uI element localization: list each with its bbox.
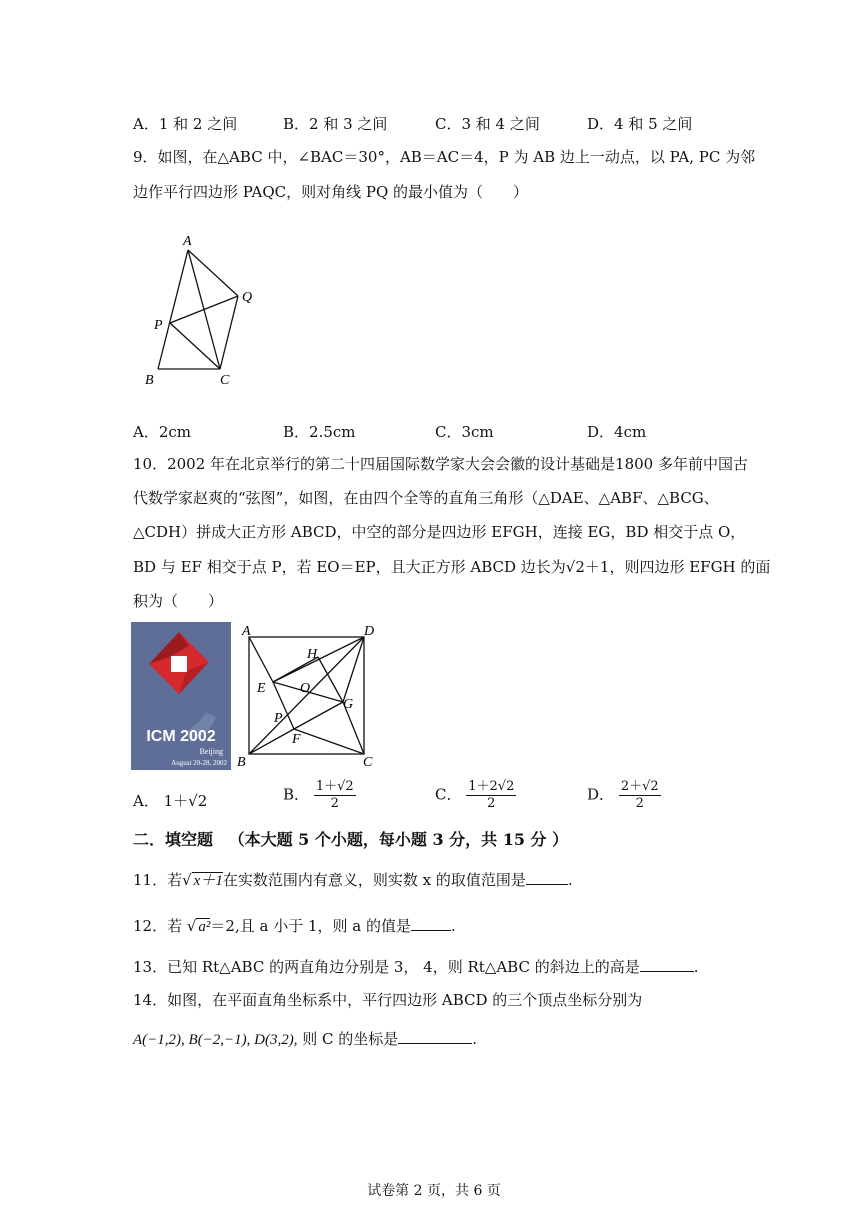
q13-text: 13．已知 Rt△ABC 的两直角边分别是 3， 4，则 Rt△ABC 的斜边上的高是	[133, 958, 640, 976]
page-footer: 试卷第 2 页，共 6 页	[367, 1183, 501, 1199]
q11-radical: √ x＋1	[182, 871, 223, 889]
q9-option-a: A．2cm	[133, 423, 192, 441]
q9-label-p: P	[154, 318, 163, 333]
icm-2002-logo	[131, 622, 231, 770]
q10-option-b-num: 1＋√2	[315, 779, 354, 794]
q10-option-c-fraction	[466, 779, 516, 812]
q13-answer-blank[interactable]	[640, 957, 694, 972]
logo-dates: August 20-28, 2002	[171, 759, 227, 767]
q12	[133, 914, 456, 939]
q12-answer-blank[interactable]	[411, 916, 451, 931]
q10-option-c-num: 1＋2√2	[468, 779, 515, 794]
q14-answer-blank[interactable]	[398, 1029, 472, 1044]
q13-end: .	[693, 958, 699, 976]
q10-text-line4: BD 与 EF 相交于点 P，若 EO＝EP，且大正方形 ABCD 边长为√2＋1，则四边形 EFGH 的面	[133, 558, 771, 576]
q10-option-b-den: 2	[330, 796, 339, 811]
q10-option-d-den: 2	[635, 796, 644, 811]
q9-option-d: D．4cm	[587, 423, 647, 441]
q14-post: 则 C 的坐标是	[297, 1030, 399, 1048]
q8-option-a: A．1 和 2 之间	[133, 115, 238, 133]
q11	[133, 868, 573, 893]
q8-option-d: D．4 和 5 之间	[587, 115, 693, 133]
q10-label-o: O	[300, 681, 311, 696]
q9-text-line1: 9．如图，在△ABC 中，∠BAC＝30°，AB＝AC＝4，P 为 AB 边上一动点，以 PA, PC 为邻	[133, 148, 756, 166]
q12-end: .	[451, 917, 456, 935]
q10-figure	[237, 620, 387, 772]
q10-option-b-fraction	[314, 779, 356, 812]
q11-post: 在实数范围内有意义，则实数 x 的取值范围是	[222, 871, 526, 889]
q14-text-line1: 14．如图，在平面直角坐标系中，平行四边形 ABCD 的三个顶点坐标分别为	[133, 991, 643, 1009]
q12-radical: √ a²	[186, 917, 211, 935]
q10-option-d-num: 2＋√2	[620, 779, 659, 794]
q10-option-a-value: 1＋√2	[163, 792, 208, 810]
q9-label-q: Q	[242, 290, 253, 305]
q10-option-a-label: A．	[133, 792, 159, 810]
q10-label-d: D	[364, 624, 375, 639]
q10-option-c-label: C．	[435, 785, 462, 804]
q11-pre: 11．若	[133, 871, 183, 889]
q11-end: .	[567, 871, 573, 889]
q10-text-line1: 10．2002 年在北京举行的第二十四届国际数学家大会会徽的设计基础是1800 多年前中国古	[133, 455, 748, 473]
q10-option-c	[435, 779, 516, 812]
q8-option-c: C．3 和 4 之间	[435, 115, 540, 133]
logo-city: Beijing	[199, 747, 223, 756]
q8-option-b: B．2 和 3 之间	[283, 115, 388, 133]
q9-figure	[140, 230, 270, 390]
q10-label-c: C	[363, 755, 373, 770]
q10-option-d	[587, 779, 661, 812]
q10-option-b-label: B．	[283, 785, 310, 804]
q10-label-a: A	[242, 624, 251, 639]
q9-label-a: A	[183, 234, 192, 249]
q10-text-line3: △CDH）拼成大正方形 ABCD，中空的部分是四边形 EFGH，连接 EG，BD 相交于点 O，	[133, 523, 746, 541]
q9-option-c: C．3cm	[435, 423, 494, 441]
section2-note: （本大题 5 个小题，每小题 3 分，共 15 分 ）	[228, 830, 569, 849]
q10-option-d-fraction	[619, 779, 661, 812]
section2-heading	[133, 828, 568, 852]
q10-option-b	[283, 779, 356, 812]
q11-answer-blank[interactable]	[526, 870, 568, 885]
q9-option-b: B．2.5cm	[283, 423, 356, 441]
q10-label-e: E	[257, 681, 266, 696]
q12-radicand: a²	[198, 919, 211, 935]
q9-label-b: B	[145, 373, 154, 388]
q10-label-p: P	[274, 711, 283, 726]
q12-pre: 12．若	[133, 917, 187, 935]
q13	[133, 955, 699, 979]
q9-text-line2: 边作平行四边形 PAQC，则对角线 PQ 的最小值为（ ）	[133, 183, 529, 201]
q10-text-line5: 积为（ ）	[133, 592, 224, 610]
q10-label-g: G	[343, 697, 354, 712]
q10-text-line2: 代数学家赵爽的“弦图”，如图，在由四个全等的直角三角形（△DAE、△ABF、△BCG、	[133, 489, 719, 507]
q14-coords: A(−1,2), B(−2,−1), D(3,2),	[133, 1032, 298, 1048]
q12-post: ＝2,且 a 小于 1，则 a 的值是	[210, 917, 412, 935]
section2-title: 二．填空题	[133, 830, 214, 849]
q14-end: .	[472, 1030, 478, 1048]
q10-label-h: H	[307, 647, 318, 662]
q14-line2	[133, 1027, 477, 1052]
logo-title: ICM 2002	[146, 728, 216, 745]
q10-option-d-label: D．	[587, 785, 615, 804]
q10-label-f: F	[292, 732, 301, 747]
q11-radicand: x＋1	[193, 873, 223, 889]
q10-label-b: B	[237, 755, 246, 770]
q9-label-c: C	[220, 373, 230, 388]
q10-option-a	[133, 790, 207, 811]
q10-option-c-den: 2	[487, 796, 496, 811]
